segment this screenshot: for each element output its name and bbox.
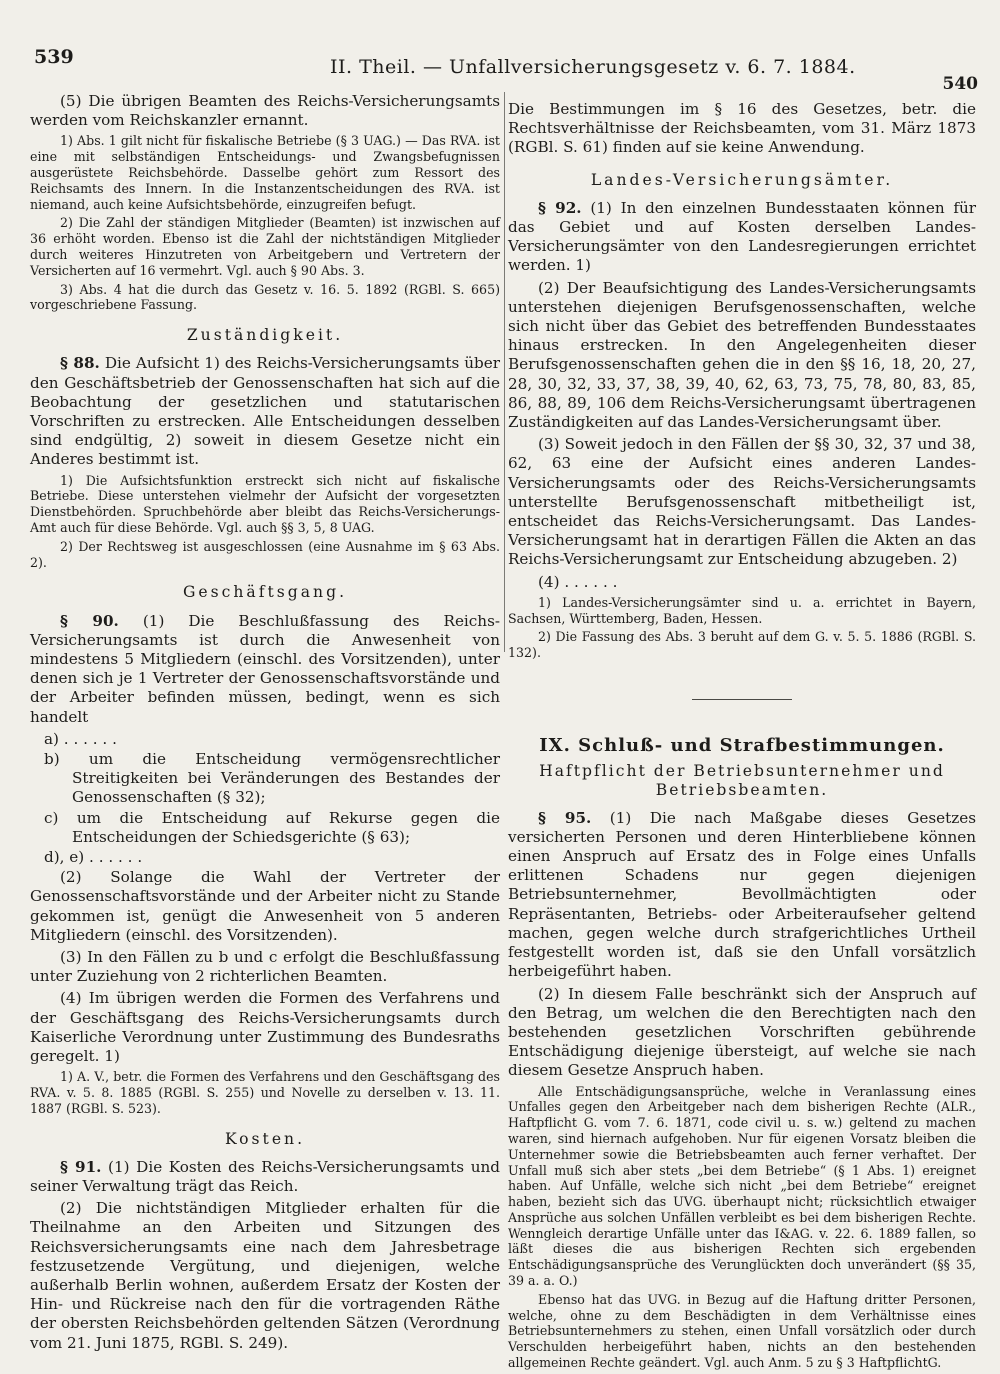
paragraph: (4) Im übrigen werden die Formen des Verfahrens und der Geschäftsgang des Reichs-Versicherungsamts durch Kaiserliche Verordnung unter Zustimmung des Bundesraths geregelt. 1)	[30, 989, 500, 1066]
paragraph: (2) Die nichtständigen Mitglieder erhalten für die Theilnahme an den Arbeiten und Sitzungen des Reichsversicherungsamts eine nach dem Jahresbetrage festzusetzende Vergütung, und diejenigen, welche außerhalb Berlin wohnen, außerdem Ersatz der Kosten der Hin- und Rückreise nach den für die vortragenden Räthe der obersten Reichsbehörden geltenden Sätzen (Verordnung vom 21. Juni 1875, RGBl. S. 249).	[30, 1199, 500, 1352]
footnote: 1) Landes-Versicherungsämter sind u. a. errichtet in Bayern, Sachsen, Württemberg, Baden, Hessen.	[508, 594, 976, 626]
footnote: 2) Die Fassung des Abs. 3 beruht auf dem G. v. 5. 5. 1886 (RGBl. S. 132).	[508, 629, 976, 661]
section-number: § 92.	[538, 198, 582, 217]
running-header	[30, 40, 980, 92]
list-item: b) um die Entscheidung vermögensrechtlicher Streitigkeiten bei Veränderungen des Bestandes der Genossenschaften (§ 32);	[44, 750, 500, 807]
list-item: c) um die Entscheidung auf Rekurse gegen die Entscheidungen der Schiedsgerichte (§ 63);	[44, 808, 500, 846]
footnote: Alle Entschädigungsansprüche, welche in Veranlassung eines Unfalles gegen den Arbeitgeber nach dem bisherigen Rechte (ALR., Haftpflicht G. vom 7. 6. 1871, code civil u. s. w.) geltend zu machen waren, sind hiernach aufgehoben. Nur für eigenen Vorsatz bleiben die Unternehmer sowie die Betriebsbeamten auch ferner verhaftet. Der Unfall muß sich aber stets „bei dem Betriebe“ (§ 1 Abs. 1) ereignet haben. Auf Unfälle, welche sich nicht „bei dem Betriebe“ ereignet haben, bezieht sich das UVG. überhaupt nicht; rücksichtlich etwaiger Ansprüche aus solchen Unfällen verbleibt es bei dem bisherigen Rechte. Wenngleich derartige Unfälle unter das I&AG. v. 22. 6. 1889 fallen, so läßt dieses die aus bisherigen Rechten sich ergebenden Entschädigungsansprüche des Verunglückten doch unverändert (§§ 35, 39 a. a. O.)	[508, 1083, 976, 1289]
paragraph: (5) Die übrigen Beamten des Reichs-Versicherungsamts werden vom Reichskanzler ernannt.	[30, 92, 500, 130]
page-number-right: 540	[942, 74, 978, 94]
section-heading: Landes-Versicherungsämter.	[590, 170, 894, 189]
right-column	[508, 100, 976, 1374]
section-text: (1) Die Beschlußfassung des Reichs-Versicherungsamts ist durch die Anwesenheit von mindestens 5 Mitgliedern (einschl. des Vorsitzenden), unter denen sich je 1 Vertreter der Genossenschaftsvorstände und der Arbeiter befinden müssen, bedingt, wenn es sich handelt	[30, 611, 501, 726]
section-heading: Haftpflicht der Betriebsunternehmer und Betriebsbeamten.	[539, 762, 945, 800]
paragraph-88	[30, 354, 500, 469]
footnote: 2) Der Rechtsweg ist ausgeschlossen (eine Ausnahme im § 63 Abs. 2).	[30, 538, 500, 570]
paragraph: (3) Soweit jedoch in den Fällen der §§ 30, 32, 37 und 38, 62, 63 eine der Aufsicht eines anderen Landes-Versicherungsamts oder des Reichs-Versicherungsamts unterstellte Berufsgenossenschaft mitbetheiligt ist, entscheidet das Reichs-Versicherungsamt. Das Landes-Versicherungsamt hat in derartigen Fällen die Akten an das Reichs-Versicherungsamt zur Entscheidung abzugeben. 2)	[508, 435, 976, 569]
paragraph-90	[30, 612, 500, 727]
paragraph-91	[30, 1158, 500, 1196]
left-column	[30, 92, 500, 1356]
list-item: d), e) . . . . . .	[44, 848, 143, 867]
footnote: 1) Abs. 1 gilt nicht für fiskalische Betriebe (§ 3 UAG.) — Das RVA. ist eine mit selbständigen Entscheidungs- und Zwangsbefugnissen ausgerüstete Reichsbehörde. Dasselbe gehört zum Ressort des Reichsamts des Innern. In die Instanzentscheidungen des RVA. ist niemand, auch keine Aufsichtsbehörde, einzugreifen befugt.	[30, 133, 500, 212]
paragraph: (2) Solange die Wahl der Vertreter der Genossenschaftsvorstände und der Arbeiter nicht zu Stande gekommen ist, genügt die Anwesenheit von 5 anderen Mitgliedern (einschl. des Vorsitzenden).	[30, 868, 500, 944]
section-text: Die Aufsicht 1) des Reichs-Versicherungsamts über den Geschäftsbetrieb der Genossenschaften hat sich auf die Beobachtung der gesetzlichen und statutarischen Vorschriften zu erstrecken. Alle Entscheidungen desselben sind endgültig, 2) soweit in diesem Gesetze nicht ein Anderes bestimmt ist.	[30, 354, 501, 469]
section-heading: Geschäftsgang.	[182, 583, 348, 602]
section-number: § 91.	[60, 1157, 102, 1176]
paragraph-95	[508, 809, 976, 982]
list-item: a) . . . . . .	[44, 729, 117, 748]
footnote: 3) Abs. 4 hat die durch das Gesetz v. 16. 5. 1892 (RGBl. S. 665) vorgeschriebene Fassung.	[30, 281, 500, 313]
paragraph: (4) . . . . . .	[538, 572, 618, 591]
section-text: (1) In den einzelnen Bundesstaaten können für das Gebiet und auf Kosten derselben Landes-Versicherungsämter von den Landesregierungen errichtet werden. 1)	[508, 198, 976, 275]
horizontal-rule	[692, 699, 792, 700]
header-title: II. Theil. — Unfallversicherungsgesetz v. 6. 7. 1884.	[330, 56, 856, 78]
section-heading: Kosten.	[224, 1129, 306, 1148]
column-divider	[504, 92, 505, 652]
section-number: § 95.	[538, 808, 592, 827]
section-text: (1) Die Kosten des Reichs-Versicherungsamts und seiner Verwaltung trägt das Reich.	[30, 1157, 500, 1196]
page-number-left: 539	[34, 46, 74, 68]
section-number: § 88.	[60, 354, 100, 373]
section-number: § 90.	[60, 611, 119, 630]
footnote: 1) Die Aufsichtsfunktion erstreckt sich nicht auf fiskalische Betriebe. Diese unterstehen vielmehr der Aufsicht der vorgesetzten Dienstbehörden. Spruchbehörde aber bleibt das Reichs-Versicherungs-Amt auch für diese Behörde. Vgl. auch §§ 3, 5, 8 UAG.	[30, 472, 500, 535]
section-heading: Zuständigkeit.	[186, 326, 344, 345]
paragraph: Die Bestimmungen im § 16 des Gesetzes, betr. die Rechtsverhältnisse der Reichsbeamten, vom 31. März 1873 (RGBl. S. 61) finden auf sie keine Anwendung.	[508, 100, 976, 157]
chapter-heading: IX. Schluß- und Strafbestimmungen.	[539, 735, 945, 757]
paragraph: (3) In den Fällen zu b und c erfolgt die Beschlußfassung unter Zuziehung von 2 richterlichen Beamten.	[30, 948, 500, 986]
paragraph: (2) In diesem Falle beschränkt sich der Anspruch auf den Betrag, um welchen die den Berechtigten nach den bestehenden gesetzlichen Vorschriften gebührende Entschädigung diejenige übersteigt, auf welche sie nach diesem Gesetze Anspruch haben.	[508, 984, 976, 1080]
paragraph: (2) Der Beaufsichtigung des Landes-Versicherungsamts unterstehen diejenigen Berufsgenossenschaften, welche sich nicht über das Gebiet des betreffenden Bundesstaates hinaus erstrecken. In den Angelegenheiten dieser Berufsgenossenschaften gehen die in den §§ 16, 18, 20, 27, 28, 30, 32, 33, 37, 38, 39, 40, 62, 63, 73, 75, 78, 80, 83, 85, 86, 88, 89, 106 dem Reichs-Versicherungsamt übertragenen Zuständigkeiten auf das Landes-Versicherungsamt über.	[508, 278, 976, 432]
footnote: 2) Die Zahl der ständigen Mitglieder (Beamten) ist inzwischen auf 36 erhöht worden. Ebenso ist die Zahl der nichtständigen Mitglieder durch weiteres Hinzutreten von Arbeitgebern und Vertretern der Versicherten auf 16 vermehrt. Vgl. auch § 90 Abs. 3.	[30, 215, 500, 278]
section-text: (1) Die nach Maßgabe dieses Gesetzes versicherten Personen und deren Hinterbliebene können einen Anspruch auf Ersatz des in Folge eines Unfalls erlittenen Schadens nur gegen diejenigen Betriebsunternehmer, Bevollmächtigten oder Repräsentanten, Betriebs- oder Arbeiteraufseher geltend machen, gegen welche durch strafgerichtliches Urtheil festgestellt worden ist, daß sie den Unfall vorsätzlich herbeigeführt haben.	[508, 808, 977, 981]
footnote: 1) A. V., betr. die Formen des Verfahrens und den Geschäftsgang des RVA. v. 5. 8. 1885 (RGBl. S. 255) und Novelle zu derselben v. 13. 11. 1887 (RGBl. S. 523).	[30, 1069, 500, 1116]
paragraph-92	[508, 199, 976, 276]
footnote: Ebenso hat das UVG. in Bezug auf die Haftung dritter Personen, welche, ohne zu dem Beschädigten in dem Verhältnisse eines Betriebsunternehmers zu stehen, einen Unfall vorsätzlich oder durch Verschulden herbeigeführt haben, nichts an den bestehenden allgemeinen Rechte geändert. Vgl. auch Anm. 5 zu § 3 HaftpflichtG.	[508, 1291, 976, 1371]
